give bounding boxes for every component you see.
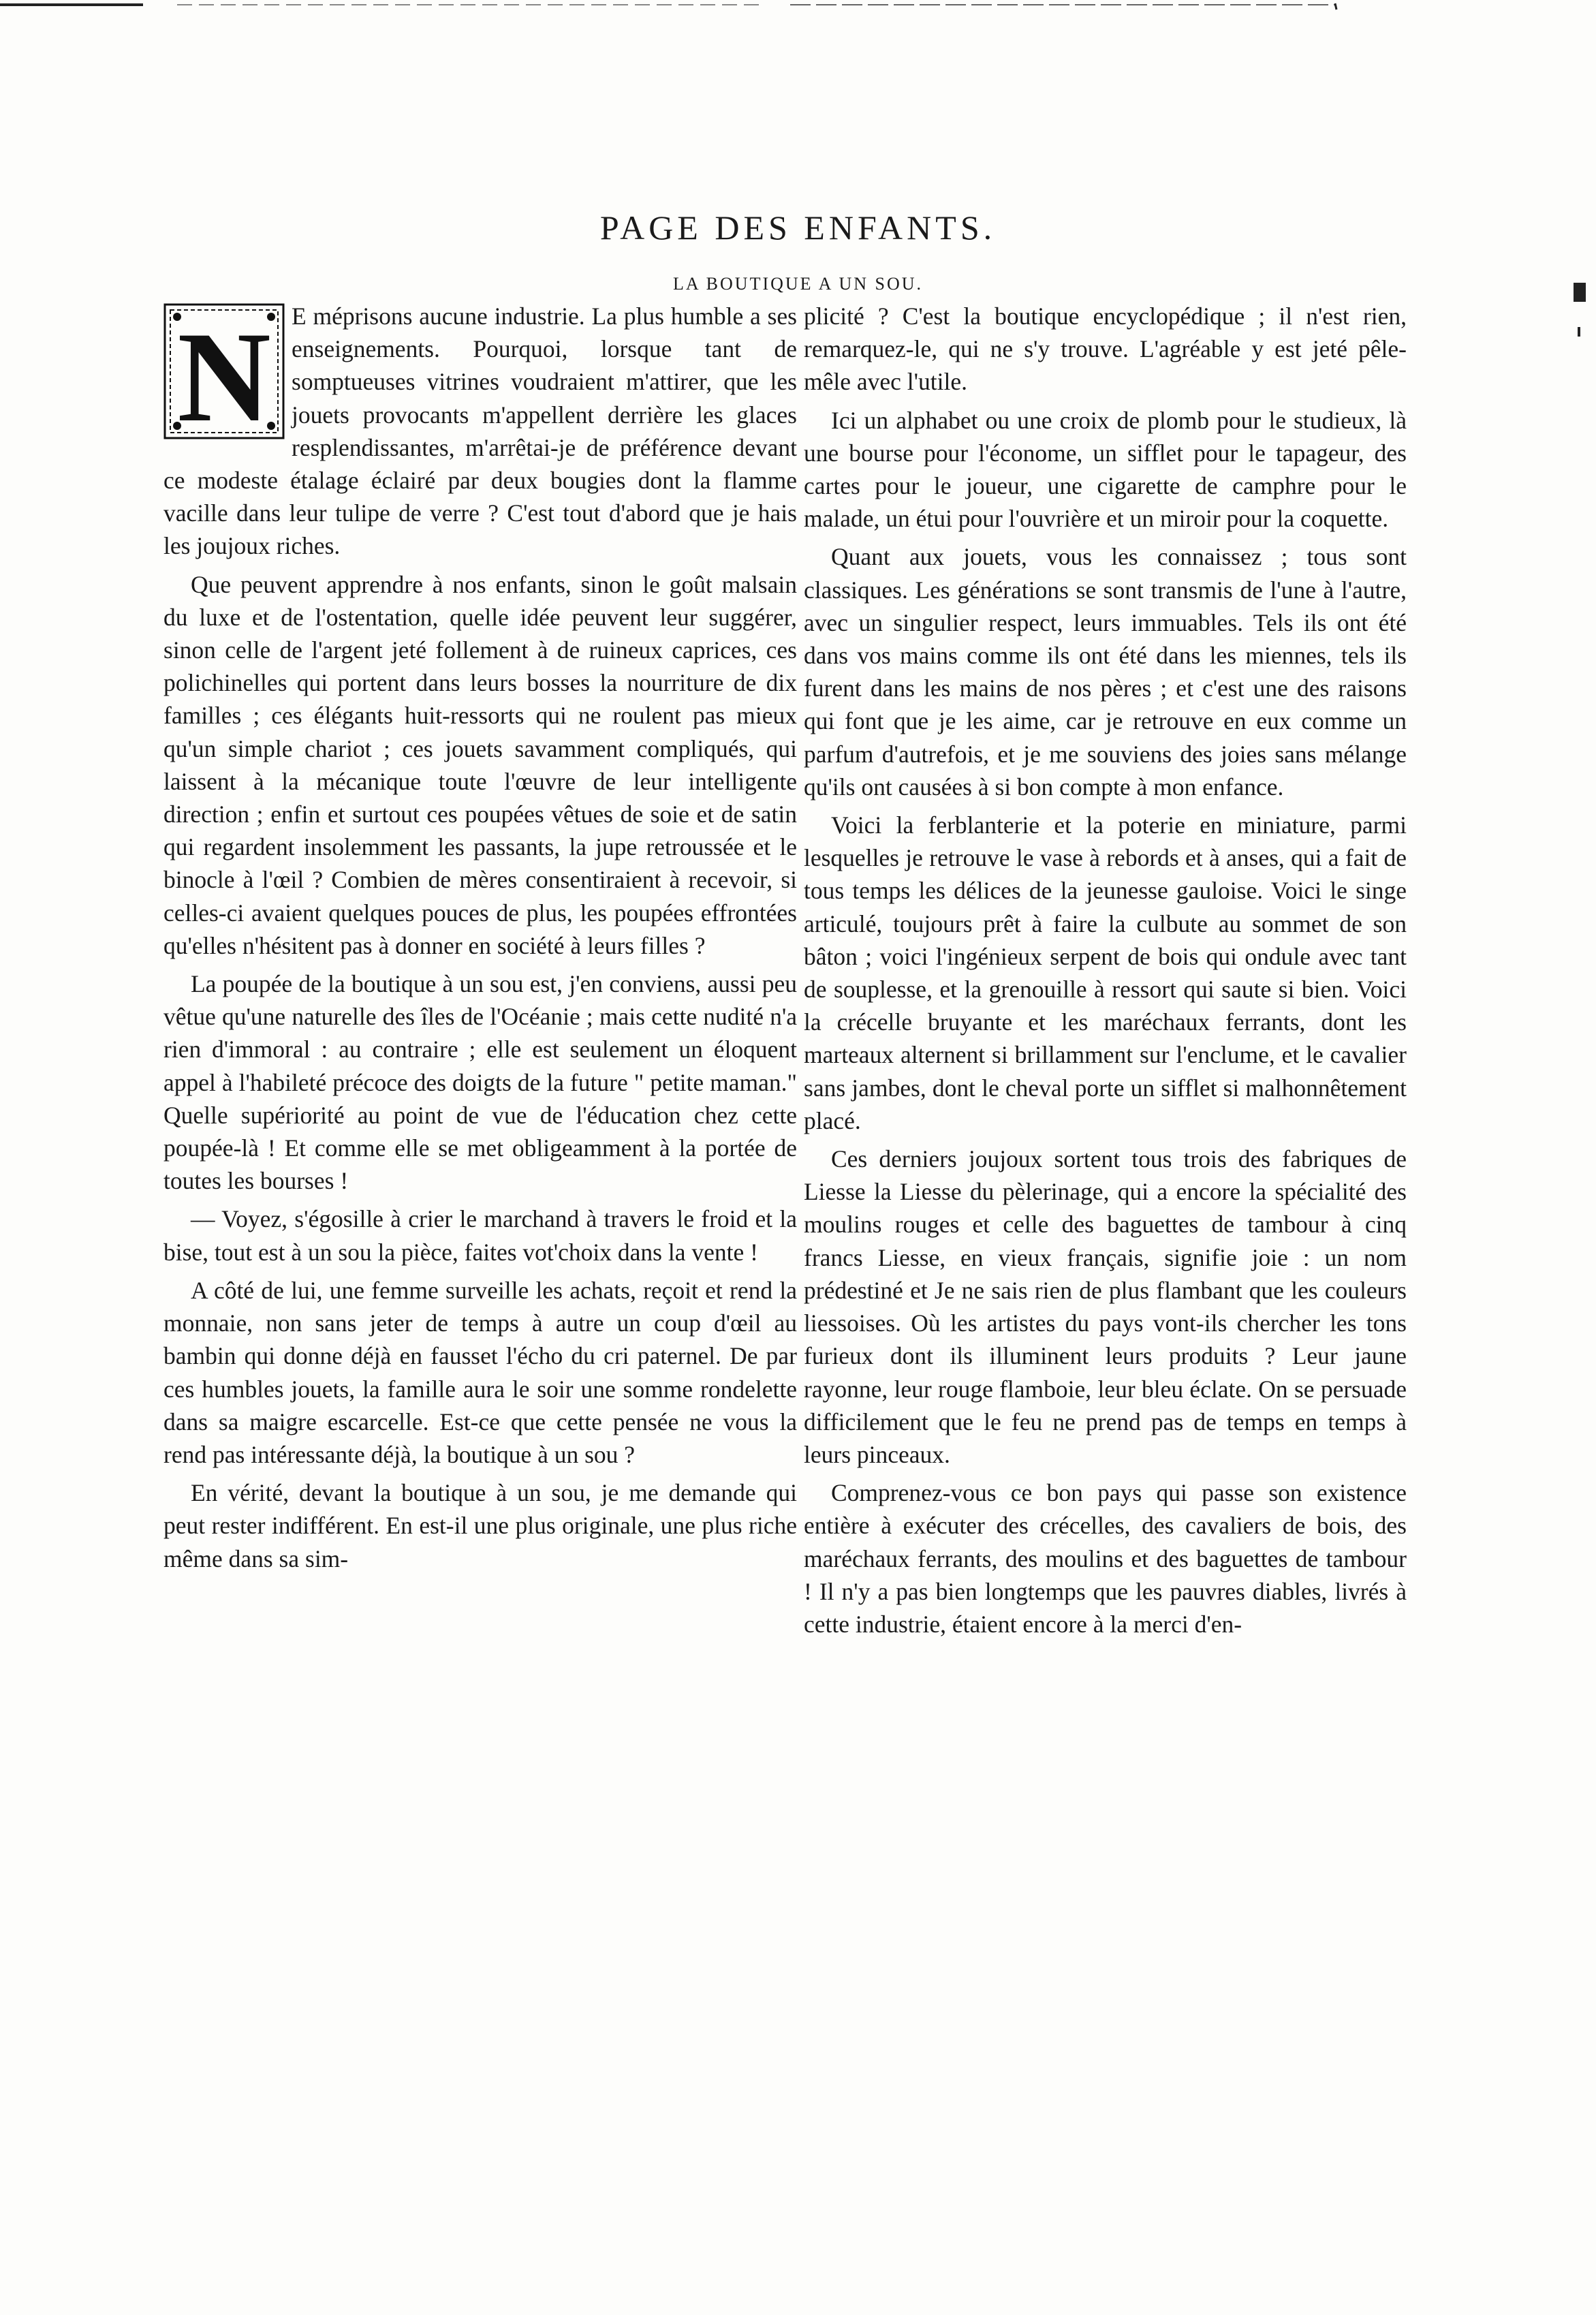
paragraph-text: E méprisons aucune industrie. La plus humble a ses enseignements. Pourquoi, lorsque tant de somptueuses vitrines voudraient m'attirer, que les jouets provocants m'appellent derrière les glaces resplendissantes, m'arrêtai-je de préférence devant ce modeste étalage éclairé par deux bougies dont la flamme vacille dans leur tulipe de verre ? C'est tout d'abord que je hais les joujoux riches.	[163, 302, 797, 560]
article-paragraph: Ici un alphabet ou une croix de plomb pour le studieux, là une bourse pour l'économe, un sifflet pour le tapageur, des cartes pour le joueur, une cigarette de camphre pour le malade, un étui pour l'ouvrière et un miroir pour la coquette.	[804, 406, 1407, 533]
svg-text:N: N	[177, 306, 271, 439]
article-column-left	[163, 300, 797, 1581]
scan-edge-mark	[1578, 327, 1580, 337]
scan-edge-mark	[1574, 283, 1586, 302]
article-subtitle: LA BOUTIQUE A UN SOU.	[672, 274, 924, 294]
article-column-right	[804, 300, 1407, 1646]
article-paragraph: Ces derniers joujoux sortent tous trois des fabriques de Liesse la Liesse du pèlerinage, qui a encore la spécialité des moulins rouges et celle des baguettes de tambour à cinq francs Liesse, en vieux français, signifie joie : un nom prédestiné et Je ne sais rien de plus flambant que les couleurs liessoises. Où les artistes du pays vont-ils chercher les tons furieux dont ils illuminent leurs produits ? Leur jaune rayonne, leur rouge flamboie, leur bleu éclate. On se persuade difficilement que le feu ne prend pas de temps en temps à leurs pinceaux.	[804, 1145, 1407, 1468]
article-paragraph: A côté de lui, une femme surveille les achats, reçoit et rend la monnaie, non sans jeter de temps à autre un coup d'œil au bambin qui donne déjà en fausset l'écho du cri paternel. De par ces humbles jouets, la famille aura le soir une somme rondelette dans sa maigre escarcelle. Est-ce que cette pensée ne vous la rend pas intéressante déjà, la boutique à un sou ?	[163, 1276, 797, 1468]
article-paragraph: Voici la ferblanterie et la poterie en miniature, parmi lesquelles je retrouve le vase à rebords et à anses, qui a fait de tous temps les délices de la jeunesse gauloise. Voici le singe articulé, toujours prêt à faire la culbute au sommet de son bâton ; voici l'ingénieux serpent de bois qui ondule avec tant de souplesse, et la grenouille à ressort qui saute si bien. Voici la crécelle bruyante et les maréchaux ferrants, dont les marteaux alternent si brillamment sur l'enclume, et le cavalier sans jambes, dont le cheval porte un sifflet si malhonnêtement placé.	[804, 811, 1407, 1134]
article-paragraph: plicité ? C'est la boutique encyclopédique ; il n'est rien, remarquez-le, qui ne s'y trouve. L'agréable y est jeté pêle-mêle avec l'utile.	[804, 302, 1407, 396]
article-paragraph: La poupée de la boutique à un sou est, j'en conviens, aussi peu vêtue qu'une naturelle des îles de l'Océanie ; mais cette nudité n'a rien d'immoral : au contraire ; elle est seulement un éloquent appel à l'habileté précoce des doigts de la future " petite maman." Quelle supériorité au point de vue de l'éducation chez cette poupée-là ! Et comme elle se met obligeamment à la portée de toutes les bourses !	[163, 970, 797, 1195]
scan-top-edge	[0, 3, 1596, 11]
article-paragraph: Quant aux jouets, vous les connaissez ; tous sont classiques. Les générations se sont transmis de l'une à l'autre, avec un singulier respect, leurs immuables. Tels ils ont été dans vos mains comme ils ont été dans les miennes, tels ils furent dans les mains de nos pères ; et c'est une des raisons qui font que je les aime, car je retrouve en eux comme un parfum d'autrefois, et je me souviens des joies sans mélange qu'ils ont causées à si bon compte à mon enfance.	[804, 543, 1407, 801]
article-paragraph	[163, 300, 797, 563]
article-paragraph: — Voyez, s'égosille à crier le marchand à travers le froid et la bise, tout est à un sou la pièce, faites vot'choix dans la vente !	[163, 1205, 797, 1266]
ornamental-dropcap-n	[163, 303, 285, 439]
article-paragraph: Que peuvent apprendre à nos enfants, sinon le goût malsain du luxe et de l'ostentation, quelle idée peuvent leur suggérer, sinon celle de l'argent jeté follement à de ruineux caprices, ces polichinelles qui portent dans leurs bosses la nourriture de dix familles ; ces élégants huit-ressorts qui ne roulent pas mieux qu'un simple chariot ; ces jouets savamment compliqués, qui laissent à la mécanique toute l'œuvre de leur intelligente direction ; enfin et surtout ces poupées vêtues de soie et de satin qui regardent insolemment les passants, la jupe retroussée et le binocle à l'œil ? Combien de mères consentiraient à recevoir, si celles-ci avaient quelques pouces de plus, les poupées effrontées qu'elles n'hésitent pas à donner en société à leurs filles ?	[163, 570, 797, 959]
article-paragraph: Comprenez-vous ce bon pays qui passe son existence entière à exécuter des crécelles, des cavaliers de bois, des maréchaux ferrants, des moulins et des baguettes de tambour ! Il n'y a pas bien longtemps que les pauvres diables, livrés à cette industrie, étaient encore à la merci d'en-	[804, 1479, 1407, 1638]
page-title: PAGE DES ENFANTS.	[599, 208, 997, 247]
article-paragraph: En vérité, devant la boutique à un sou, je me demande qui peut rester indifférent. En est-il une plus originale, une plus riche même dans sa sim-	[163, 1479, 797, 1572]
